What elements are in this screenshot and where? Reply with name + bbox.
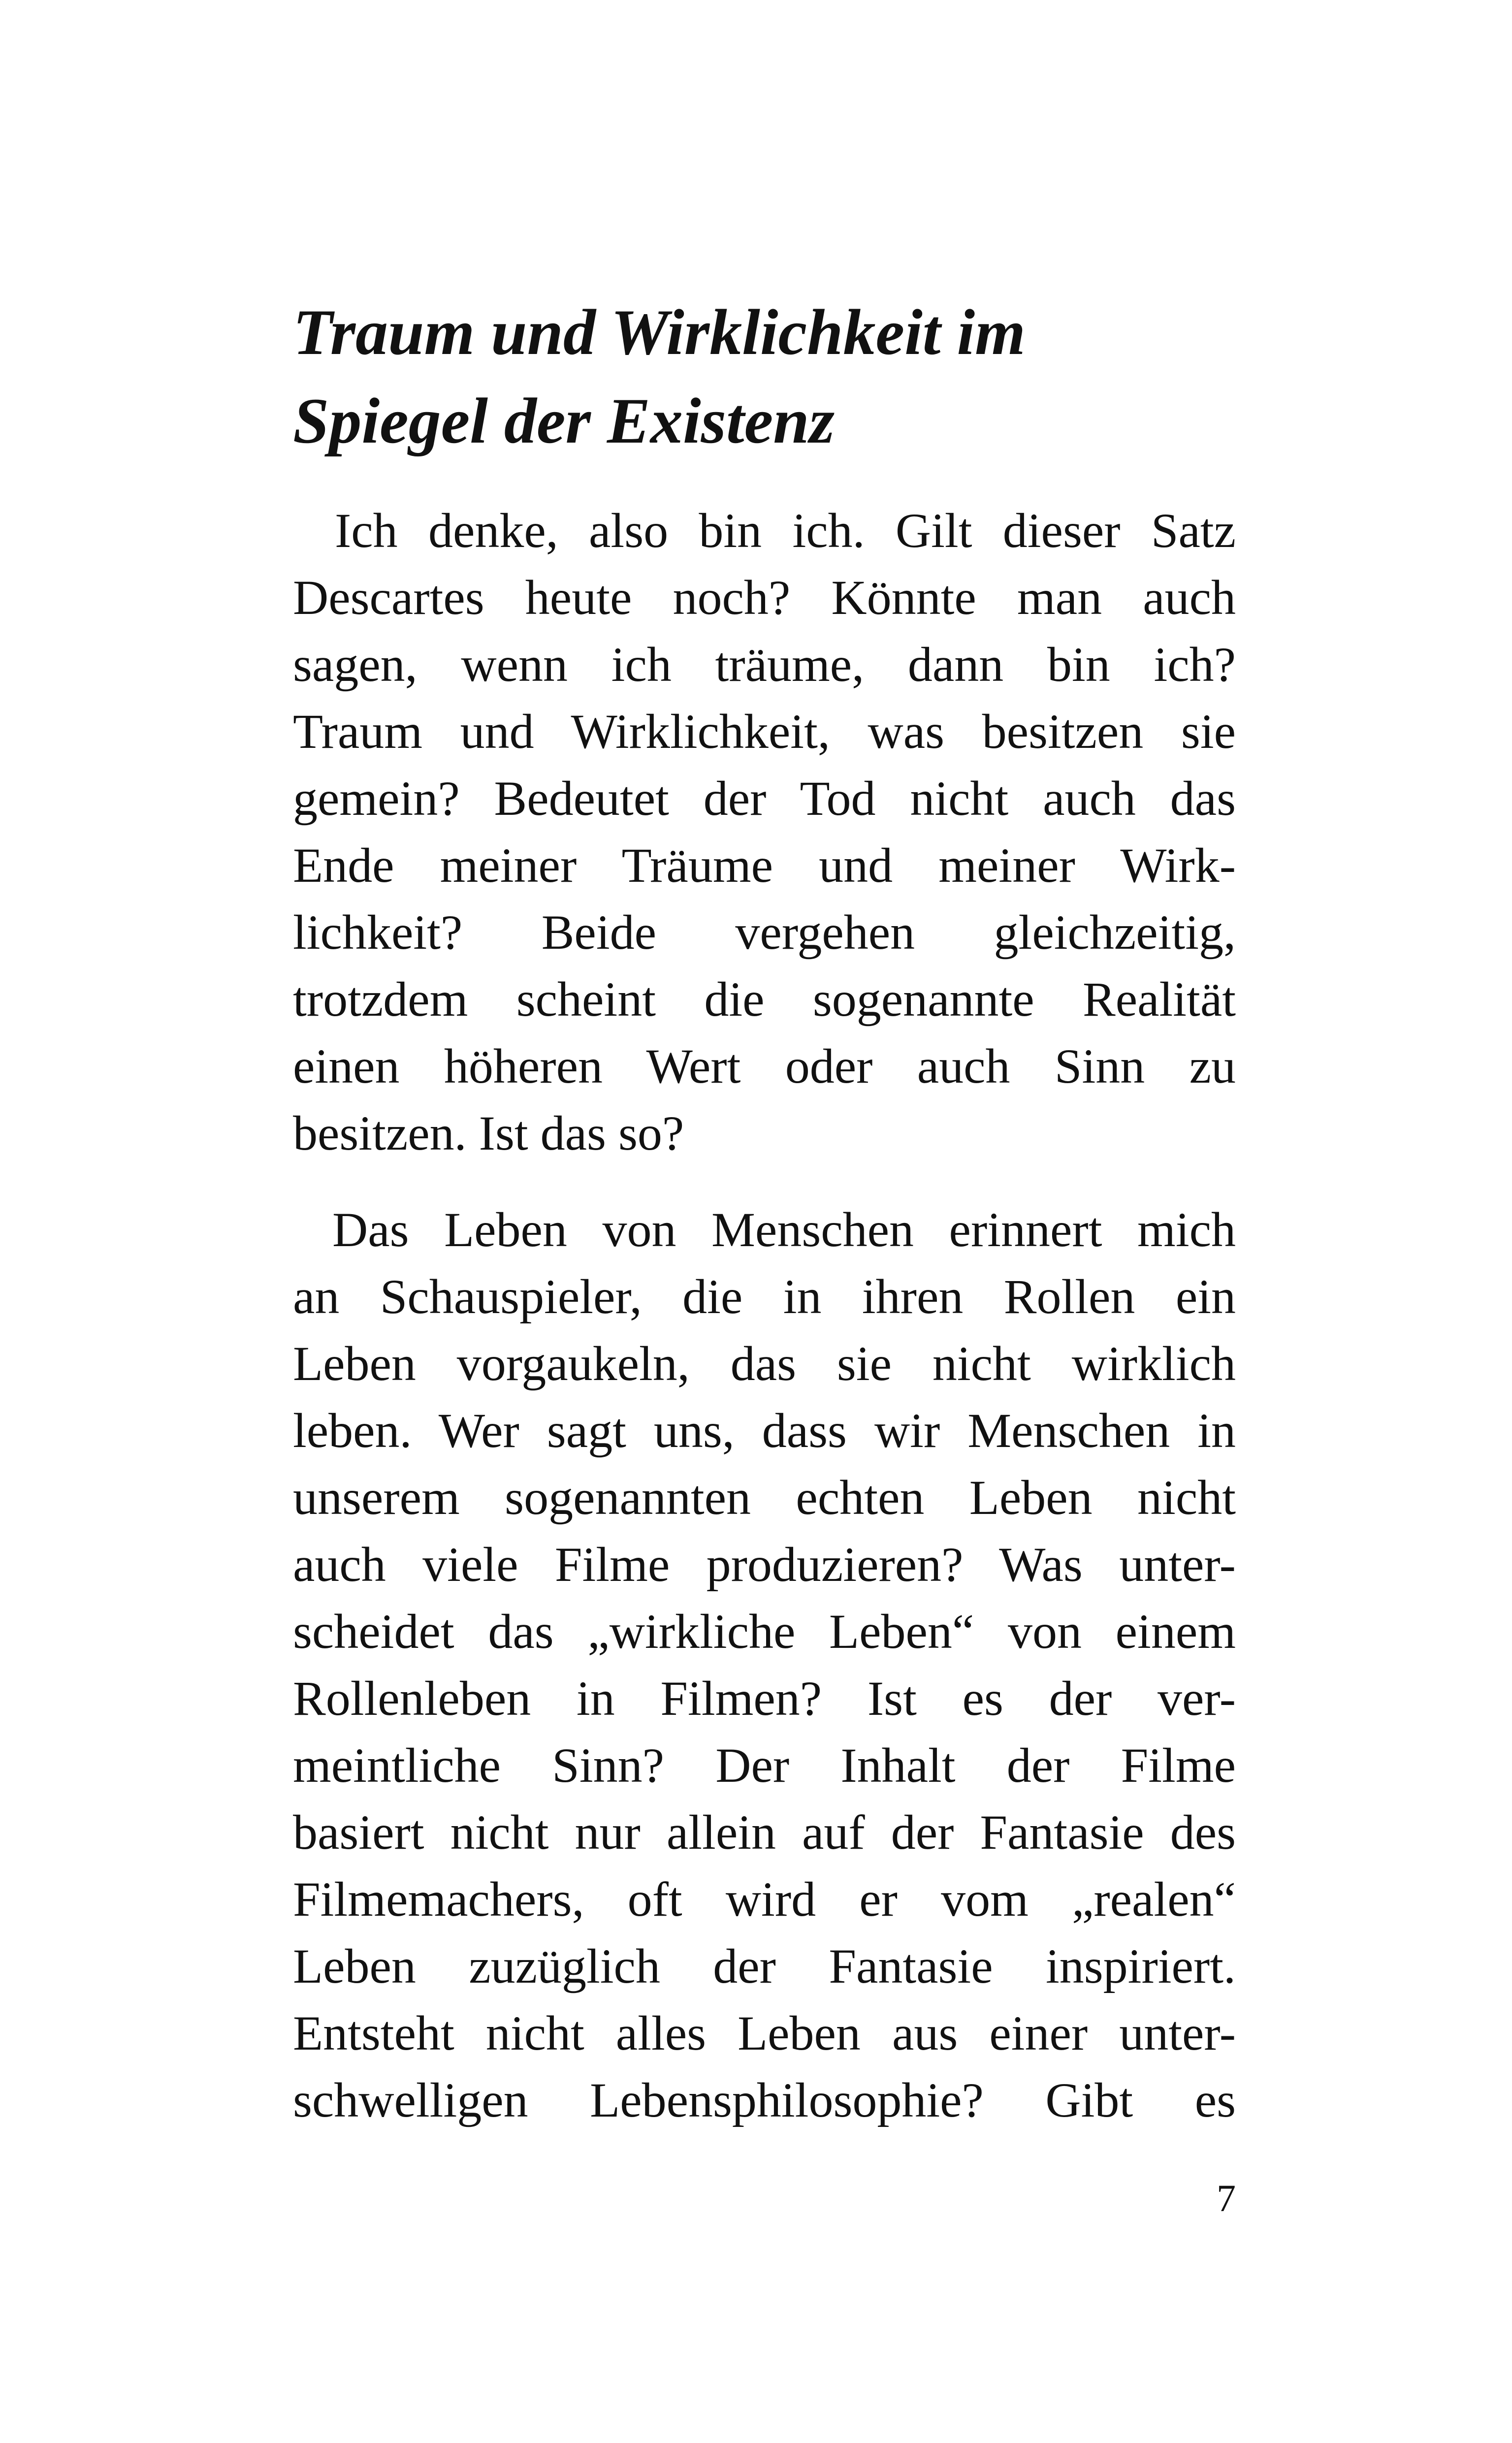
text-line: einen höheren Wert oder auch Sinn zu — [293, 1039, 1236, 1093]
text-line: besitzen. Ist das so? — [293, 1106, 684, 1160]
text-line: Filmemachers, oft wird er vom „realen“ — [293, 1872, 1236, 1927]
text-line: Descartes heute noch? Könnte man auch — [293, 570, 1236, 625]
text-line: unserem sogenannten echten Leben nicht — [293, 1470, 1236, 1525]
text-line: Leben zuzüglich der Fantasie inspiriert. — [293, 1939, 1236, 1993]
text-line: schwelligen Lebensphilosophie? Gibt es — [293, 2073, 1236, 2127]
text-line: Das Leben von Menschen erinnert mich — [332, 1202, 1236, 1257]
text-line: Ende meiner Träume und meiner Wirk- — [293, 838, 1236, 893]
text-line: Traum und Wirklichkeit, was besitzen sie — [293, 704, 1236, 759]
text-line: Entsteht nicht alles Leben aus einer unter- — [293, 2006, 1236, 2060]
text-line: gemein? Bedeutet der Tod nicht auch das — [293, 771, 1236, 826]
chapter-title — [293, 288, 1278, 465]
text-line: basiert nicht nur allein auf der Fantasie des — [293, 1805, 1236, 1860]
text-line: scheidet das „wirkliche Leben“ von einem — [293, 1604, 1236, 1659]
text-line: leben. Wer sagt uns, dass wir Menschen in — [293, 1403, 1236, 1458]
chapter-title-line: Traum und Wirklichkeit im — [293, 296, 1026, 368]
text-line: Ich denke, also bin ich. Gilt dieser Satz — [335, 503, 1236, 558]
paragraph-1 — [293, 497, 1236, 1167]
page-number: 7 — [1217, 2177, 1236, 2219]
text-line: meintliche Sinn? Der Inhalt der Filme — [293, 1738, 1236, 1793]
text-line: Leben vorgaukeln, das sie nicht wirklich — [293, 1336, 1236, 1391]
text-line: auch viele Filme produzieren? Was unter- — [293, 1537, 1236, 1592]
chapter-title-line: Spiegel der Existenz — [293, 385, 835, 457]
text-line: sagen, wenn ich träume, dann bin ich? — [293, 637, 1236, 692]
text-line: trotzdem scheint die sogenannte Realität — [293, 972, 1236, 1027]
text-line: Rollenleben in Filmen? Ist es der ver- — [293, 1671, 1236, 1726]
text-line: lichkeit? Beide vergehen gleichzeitig, — [293, 905, 1236, 960]
paragraph-2 — [293, 1196, 1236, 2134]
text-line: an Schauspieler, die in ihren Rollen ein — [293, 1269, 1236, 1324]
